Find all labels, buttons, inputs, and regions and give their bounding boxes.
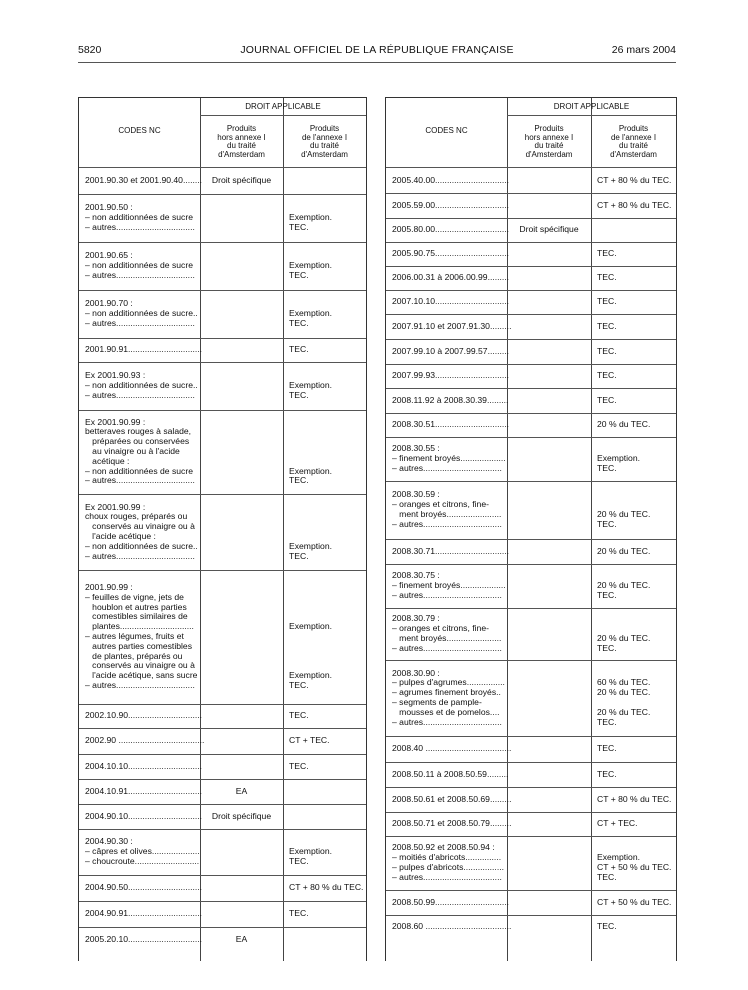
header-rule xyxy=(78,62,676,63)
right-table xyxy=(385,97,677,961)
annexe-cell: TEC. xyxy=(597,345,617,356)
annexe-cell: CT + 80 % du TEC. xyxy=(597,199,672,210)
nc-code-cell: 2005.90.75............................... xyxy=(392,248,510,259)
annexe-cell: TEC. xyxy=(597,768,617,779)
row-divider xyxy=(79,829,366,830)
nc-code-cell: 2004.90.10............................... xyxy=(85,810,203,821)
nc-code-cell: Ex 2001.90.93 : – non additionnées de sucre.. – autres................................. xyxy=(85,370,198,400)
nc-code-cell: 2004.90.30 : – câpres et olives.................... – choucroute........................... xyxy=(85,836,200,866)
nc-code-cell: 2006.00.31 à 2006.00.99......... xyxy=(392,272,510,283)
annexe-cell: Exemption. TEC. xyxy=(289,846,332,866)
hors-annexe-cell: EA xyxy=(235,933,248,944)
hors-annexe-cell: Droit spécifique xyxy=(519,224,579,235)
row-divider xyxy=(386,339,676,340)
nc-code-cell: 2008.50.61 et 2008.50.69......... xyxy=(392,793,512,804)
row-divider xyxy=(79,494,366,495)
row-divider xyxy=(386,413,676,414)
nc-code-cell: 2008.60 .................................... xyxy=(392,921,512,932)
hors-annexe-cell: Droit spécifique xyxy=(211,175,272,186)
annexe-cell: TEC. xyxy=(597,743,617,754)
hors-annexe-cell: Droit spécifique xyxy=(211,810,272,821)
annexe-cell: CT + 80 % du TEC. xyxy=(597,174,672,185)
codes-nc-heading: CODES NC xyxy=(425,126,468,135)
hors-annexe-heading: Produits hors annexe I du traité d'Amsterdam xyxy=(524,124,574,159)
annexe-cell: Exemption. TEC. xyxy=(289,380,332,400)
row-divider xyxy=(386,660,676,661)
annexe-cell: TEC. xyxy=(289,908,309,919)
row-divider xyxy=(386,242,676,243)
hors-annexe-heading: Produits hors annexe I du traité d'Amsterdam xyxy=(217,124,266,159)
nc-code-cell: 2008.50.71 et 2008.50.79......... xyxy=(392,818,512,829)
publication-date: 26 mars 2004 xyxy=(611,44,676,56)
header-bottom-rule xyxy=(79,167,366,168)
annexe-cell: TEC. xyxy=(597,921,617,932)
row-divider xyxy=(79,338,366,339)
annexe-cell: Exemption. Exemption. TEC. xyxy=(289,621,332,691)
row-divider xyxy=(79,410,366,411)
row-divider xyxy=(79,242,366,243)
row-divider xyxy=(386,890,676,891)
nc-code-cell: Ex 2001.90.99 : choux rouges, préparés ou conservés au vinaigre ou à l'acide acétique : – non additionnées de sucre.. – autres................................. xyxy=(85,501,198,561)
nc-code-cell: 2001.90.50 : – non additionnées de sucre – autres................................. xyxy=(85,202,195,232)
row-divider xyxy=(386,218,676,219)
nc-code-cell: 2001.90.65 : – non additionnées de sucre – autres................................. xyxy=(85,250,195,280)
nc-code-cell: 2008.11.92 à 2008.30.39......... xyxy=(392,394,509,405)
nc-code-cell: 2004.10.10............................... xyxy=(85,760,203,771)
journal-title: JOURNAL OFFICIEL DE LA RÉPUBLIQUE FRANÇAISE xyxy=(240,44,514,56)
row-divider xyxy=(79,194,366,195)
column-divider xyxy=(200,98,201,961)
annexe-cell: TEC. xyxy=(289,710,309,721)
annexe-heading: Produits de l'annexe I du traité d'Amsterdam xyxy=(301,124,348,159)
droit-applicable-heading: DROIT APPLICABLE xyxy=(553,102,630,111)
annexe-cell: TEC. xyxy=(597,370,617,381)
header-bottom-rule xyxy=(386,167,676,168)
row-divider xyxy=(386,539,676,540)
row-divider xyxy=(386,481,676,482)
row-divider xyxy=(386,787,676,788)
row-divider xyxy=(79,901,366,902)
row-divider xyxy=(79,927,366,928)
annexe-heading: Produits de l'annexe I du traité d'Amsterdam xyxy=(610,124,657,159)
nc-code-cell: 2004.90.91............................... xyxy=(85,908,203,919)
page-number: 5820 xyxy=(78,44,102,56)
nc-code-cell: 2001.90.30 et 2001.90.40........ xyxy=(85,175,203,186)
nc-code-cell: 2005.59.00............................... xyxy=(392,199,510,210)
annexe-cell: TEC. xyxy=(597,272,617,283)
nc-code-cell: 2001.90.91............................... xyxy=(85,344,203,355)
annexe-cell: Exemption. CT + 50 % du TEC. TEC. xyxy=(597,852,672,882)
row-divider xyxy=(386,915,676,916)
nc-code-cell: 2008.30.90 : – pulpes d'agrumes................ – agrumes finement broyés.. – segments de pample- mousses et de pomelos.... – autres................................. xyxy=(392,667,505,727)
nc-code-cell: 2008.30.71............................... xyxy=(392,545,510,556)
row-divider xyxy=(79,728,366,729)
row-divider xyxy=(79,754,366,755)
annexe-cell: Exemption. TEC. xyxy=(289,540,332,561)
nc-code-cell: 2007.99.93............................... xyxy=(392,370,510,381)
nc-code-cell: 2004.90.50............................... xyxy=(85,882,203,893)
annexe-cell: TEC. xyxy=(597,394,617,405)
row-divider xyxy=(386,736,676,737)
nc-code-cell: 2001.90.70 : – non additionnées de sucre.. – autres................................. xyxy=(85,298,198,328)
annexe-cell: Exemption. TEC. xyxy=(289,212,332,232)
row-divider xyxy=(386,564,676,565)
nc-code-cell: 2008.40 .................................... xyxy=(392,743,512,754)
annexe-cell: Exemption. TEC. xyxy=(289,465,332,486)
annexe-cell: 20 % du TEC. TEC. xyxy=(597,632,651,653)
header-divider xyxy=(200,115,366,116)
nc-code-cell: 2008.30.79 : – oranges et citrons, fine- ment broyés....................... – autres................................. xyxy=(392,613,502,653)
row-divider xyxy=(386,388,676,389)
left-table xyxy=(78,97,367,961)
row-divider xyxy=(79,290,366,291)
annexe-cell: CT + 50 % du TEC. xyxy=(597,896,672,907)
hors-annexe-cell: EA xyxy=(235,785,248,796)
row-divider xyxy=(386,193,676,194)
nc-code-cell: 2002.90 .................................... xyxy=(85,735,205,746)
column-divider xyxy=(591,98,592,961)
annexe-cell: TEC. xyxy=(597,248,617,259)
annexe-cell: TEC. xyxy=(289,760,309,771)
annexe-cell: TEC. xyxy=(597,296,617,307)
annexe-cell: 60 % du TEC. 20 % du TEC. 20 % du TEC. TEC. xyxy=(597,677,651,727)
row-divider xyxy=(386,608,676,609)
row-divider xyxy=(386,314,676,315)
nc-code-cell: 2008.50.11 à 2008.50.59......... xyxy=(392,768,509,779)
annexe-cell: 20 % du TEC. TEC. xyxy=(597,508,651,529)
annexe-cell: 20 % du TEC. TEC. xyxy=(597,580,651,600)
nc-code-cell: 2008.30.51............................... xyxy=(392,419,510,430)
codes-nc-heading: CODES NC xyxy=(118,126,161,135)
nc-code-cell: 2001.90.99 : – feuilles de vigne, jets de houblon et autres parties comestibles similaires de plantes............................... – autres légumes, fruits et autres parties comestibles de plantes, préparés ou conservés au vinaigre ou à l'acide acétique, sans sucre – autres................................. xyxy=(85,582,198,691)
nc-code-cell: 2005.40.00............................... xyxy=(392,174,510,185)
droit-applicable-heading: DROIT APPLICABLE xyxy=(245,102,321,111)
nc-code-cell: 2008.50.92 et 2008.50.94 : – moitiés d'abricots............... – pulpes d'abricots................. – autres................................. xyxy=(392,842,504,882)
annexe-cell: Exemption. TEC. xyxy=(597,453,640,473)
row-divider xyxy=(386,364,676,365)
header-divider xyxy=(507,115,676,116)
annexe-cell: Exemption. TEC. xyxy=(289,260,332,280)
nc-code-cell: 2008.30.75 : – finement broyés................... – autres................................. xyxy=(392,570,506,600)
row-divider xyxy=(79,875,366,876)
nc-code-cell: 2002.10.90............................... xyxy=(85,710,203,721)
row-divider xyxy=(386,836,676,837)
annexe-cell: TEC. xyxy=(289,344,309,355)
row-divider xyxy=(79,704,366,705)
row-divider xyxy=(79,570,366,571)
column-divider xyxy=(283,98,284,961)
annexe-cell: CT + TEC. xyxy=(289,735,330,746)
row-divider xyxy=(79,804,366,805)
nc-code-cell: 2007.99.10 à 2007.99.57......... xyxy=(392,345,510,356)
row-divider xyxy=(79,362,366,363)
row-divider xyxy=(386,437,676,438)
row-divider xyxy=(79,779,366,780)
annexe-cell: TEC. xyxy=(597,320,617,331)
annexe-cell: Exemption. TEC. xyxy=(289,308,332,328)
annexe-cell: CT + 80 % du TEC. xyxy=(289,882,364,893)
nc-code-cell: 2008.50.99............................... xyxy=(392,896,510,907)
nc-code-cell: 2005.20.10............................... xyxy=(85,933,203,944)
annexe-cell: 20 % du TEC. xyxy=(597,545,651,556)
nc-code-cell: 2007.10.10............................... xyxy=(392,296,510,307)
nc-code-cell: Ex 2001.90.99 : betteraves rouges à salade, préparées ou conservées au vinaigre ou à l'acide acétique : – non additionnées de sucre – autres................................. xyxy=(85,416,195,486)
annexe-cell: CT + 80 % du TEC. xyxy=(597,793,672,804)
page-header xyxy=(78,44,676,60)
row-divider xyxy=(386,812,676,813)
nc-code-cell: 2007.91.10 et 2007.91.30......... xyxy=(392,320,512,331)
nc-code-cell: 2008.30.59 : – oranges et citrons, fine- ment broyés....................... – autres................................. xyxy=(392,489,502,529)
row-divider xyxy=(386,266,676,267)
nc-code-cell: 2008.30.55 : – finement broyés................... – autres................................. xyxy=(392,443,506,473)
nc-code-cell: 2004.10.91............................... xyxy=(85,785,203,796)
annexe-cell: CT + TEC. xyxy=(597,818,638,829)
nc-code-cell: 2005.80.00............................... xyxy=(392,224,510,235)
annexe-cell: 20 % du TEC. xyxy=(597,419,651,430)
row-divider xyxy=(386,762,676,763)
row-divider xyxy=(386,290,676,291)
